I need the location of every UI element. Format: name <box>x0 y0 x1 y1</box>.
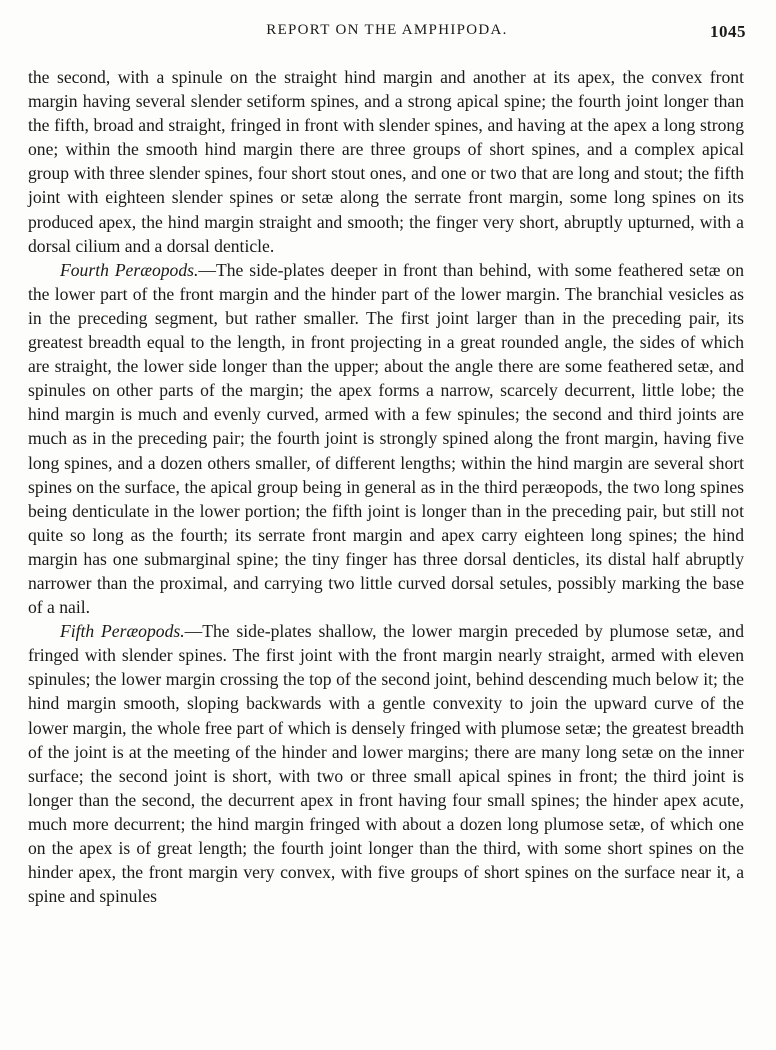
running-title: REPORT ON THE AMPHIPODA. <box>266 22 508 38</box>
paragraph-text: —The side-plates deeper in front than behind, with some feathered setæ on the lower part of the front margin and the hinder part of the lower margin. The branchial vesicles as in the preceding segment, but rather smaller. The first joint larger than in the preceding pair, its greatest breadth equal to the length, in front projecting in a great rounded angle, the sides of which are straight, the lower side longer than the upper; about the angle there are some feathered setæ, and spinules on other parts of the margin; the apex forms a narrow, scarcely decurrent, little lobe; the hind margin is much and evenly curved, armed with a few spinules; the second and third joints are much as in the preceding pair; the fourth joint is strongly spined along the front margin, having five long spines, and a dozen others smaller, of different lengths; within the hind margin are several short spines on the surface, the apical group being in general as in the third peræopods, the two long spines being denticulate in the lower portion; the fifth joint is longer than in the preceding pair, but still not quite so long as the fourth; its serrate front margin and apex carry eighteen long spines; the hind margin has one submarginal spine; the tiny finger has three dorsal denticles, its distal half abruptly narrower than the proximal, and carrying two little curved dorsal setules, possibly marking the base of a nail. <box>28 259 744 618</box>
page-number: 1045 <box>710 22 746 41</box>
section-heading: Fourth Peræopods. <box>60 259 199 280</box>
section-heading: Fifth Peræopods. <box>60 621 185 642</box>
page-header <box>28 22 746 46</box>
paragraph-text: —The side-plates shallow, the lower margin preceded by plumose setæ, and fringed with slender spines. The first joint with the front margin nearly straight, armed with eleven spinules; the lower margin crossing the top of the second joint, behind descending much below it; the hind margin smooth, sloping backwards with a gentle convexity to join the upward curve of the lower margin, the whole free part of which is densely fringed with plumose setæ; the greatest breadth of the joint is at the meeting of the hinder and lower margins; there are many long setæ on the inner surface; the second joint is short, with two or three small apical spines in front; the third joint is longer than the second, the decurrent apex in front having four small spines; the hinder apex acute, much more decurrent; the hind margin fringed with about a dozen long plumose setæ, of which one on the apex is of great length; the fourth joint longer than the third, with some short spines on the hinder apex, the front margin very convex, with five groups of short spines on the surface near it, a spine and spinules <box>28 621 744 907</box>
paragraph-text: the second, with a spinule on the straight hind margin and another at its apex, the convex front margin having several slender setiform spines, and a strong apical spine; the fourth joint longer than the fifth, broad and straight, fringed in front with slender spines, and having at the apex a long strong one; within the smooth hind margin there are three groups of short spines, and a complex apical group with three slender spines, four short stout ones, and one or two that are long and stout; the fifth joint with eighteen slender spines or setæ along the serrate front margin, some long spines on its produced apex, the hind margin straight and smooth; the finger very short, abruptly upturned, with a dorsal cilium and a dorsal denticle. <box>28 67 744 256</box>
paragraph-fourth-peraeopods <box>28 258 744 619</box>
body-text <box>28 65 744 908</box>
paragraph-fifth-peraeopods <box>28 619 744 908</box>
paragraph-continuation <box>28 65 744 258</box>
